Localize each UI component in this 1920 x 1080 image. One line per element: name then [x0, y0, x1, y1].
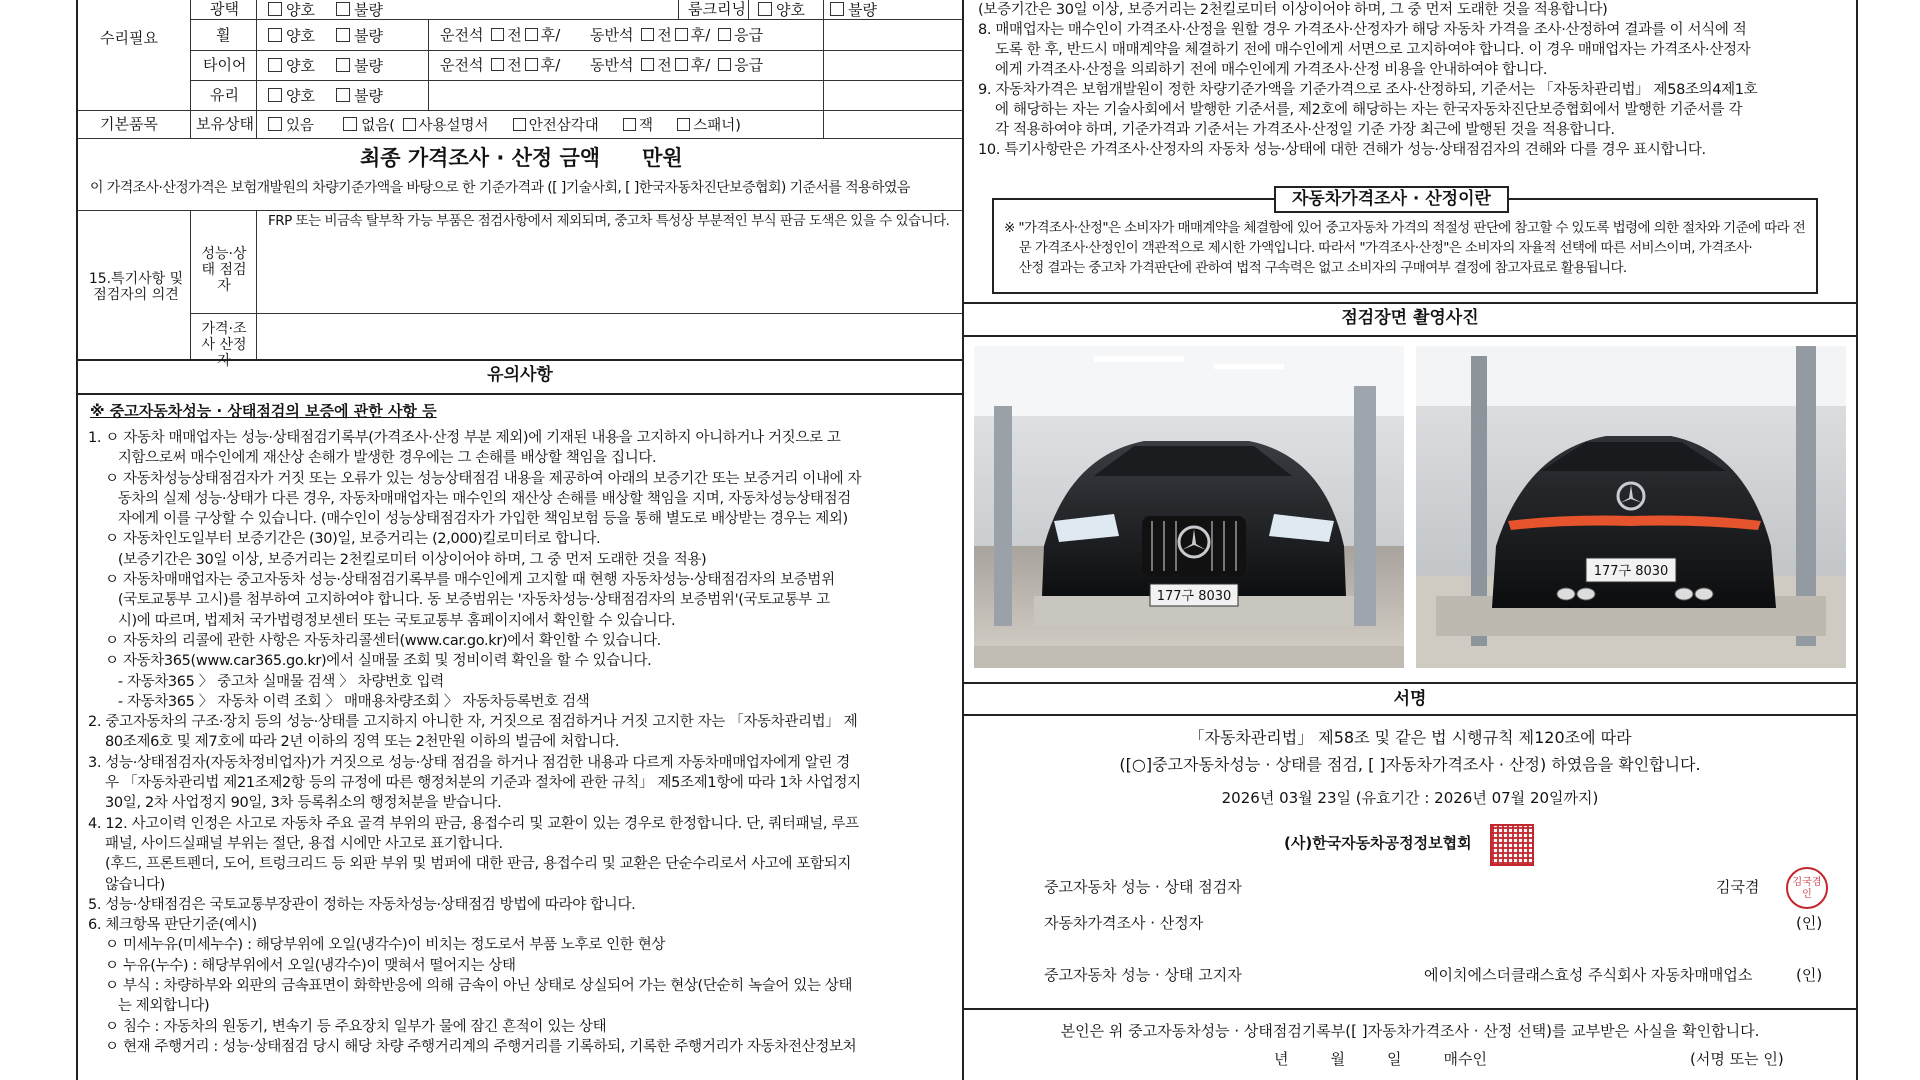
- col-divider: [678, 0, 679, 19]
- checkbox[interactable]: [268, 28, 282, 42]
- inspector-seal: 김국겸인: [1786, 867, 1828, 909]
- glass-bad[interactable]: 불량: [336, 88, 383, 104]
- date-line: 2026년 03월 23일 (유효기간 : 2026년 07월 20일까지): [1221, 789, 1599, 807]
- perf-inspector-note: FRP 또는 비금속 탈부착 가능 부품은 점검사항에서 제외되며, 중고차 특성상 부분적인 부식 판금 도색은 있을 수 있습니다.: [268, 213, 950, 229]
- price-explain-line: 문 가격조사·산정인이 객관적으로 제시한 가액입니다. 따라서 "가격조사·산정"은 소비자의 자율적 선택에 따른 서비스이며, 가격조사·: [1004, 240, 1753, 256]
- car-rear-photo: [1416, 346, 1846, 668]
- caution-note-line: 패널, 사이드실패널 부위는 절단, 용접 시에만 사고로 표기합니다.: [88, 835, 503, 852]
- section-divider: [78, 393, 962, 395]
- caution-notes: [88, 428, 952, 1057]
- caution-note-line: 80조제6호 및 제7호에 따라 2년 이하의 징역 또는 2천만원 이하의 벌금에 처합니다.: [88, 734, 620, 751]
- checkbox[interactable]: [343, 117, 357, 131]
- right-note-line: 9. 자동차가격은 보험개발원이 정한 차량기준가액을 기준가격으로 조사·산정하되, 기준서는 「자동차관리법」 제58조의4제1호: [978, 82, 1758, 98]
- col-divider: [428, 19, 429, 110]
- checkbox[interactable]: [491, 58, 504, 71]
- caution-note-line: 지함으로써 매수인에게 재산상 손해가 발생한 경우에는 그 손해를 배상할 책임을 집니다.: [88, 450, 657, 467]
- inspector-role: 중고자동차 성능 · 상태 점검자: [1044, 878, 1242, 896]
- notifier-role: 중고자동차 성능 · 상태 고지자: [1044, 966, 1242, 984]
- checkbox[interactable]: [675, 58, 688, 71]
- caution-note-line: ㅇ 현재 주행거리 : 성능·상태점검 당시 해당 차량 주행거리계의 주행거리를 기록하되, 기록한 주행거리가 자동차전산정보처: [88, 1038, 857, 1055]
- row-divider: [190, 50, 962, 51]
- checkbox[interactable]: [641, 58, 654, 71]
- checkbox[interactable]: [525, 58, 538, 71]
- row-divider: [78, 210, 962, 211]
- section-divider: [964, 1008, 1856, 1010]
- right-note-line: 에 해당하는 자는 기술사회에서 발행한 기준서를, 제2호에 해당하는 자는 한국자동차진단보증협회에서 발행한 기준서를 각: [978, 102, 1743, 118]
- row-label-tire: 타이어: [203, 56, 247, 74]
- caution-note-line: (보증기간은 30일 이상, 보증거리는 2천킬로미터 이상이어야 하며, 그 중 먼저 도래한 것을 적용): [88, 551, 707, 568]
- checkbox[interactable]: [641, 28, 654, 41]
- right-note-line: (보증기간은 30일 이상, 보증거리는 2천킬로미터 이상이어야 하며, 그 중 먼저 도래한 것을 적용합니다): [978, 2, 1608, 18]
- caution-note-line: 4. 12. 사고이력 인정은 사고로 자동차 주요 골격 부위의 판금, 용접수리 및 교환이 있는 경우로 한정합니다. 단, 쿼터패널, 루프: [88, 815, 859, 832]
- row-divider: [78, 110, 962, 111]
- checkbox[interactable]: [336, 58, 350, 72]
- caution-note-line: ㅇ 미세누유(미세누수) : 해당부위에 오일(냉각수)이 비치는 정도로서 부품 노후로 인한 현상: [88, 937, 666, 954]
- checkbox[interactable]: [718, 58, 731, 71]
- caution-note-line: ㅇ 누유(누수) : 해당부위에서 오일(냉각수)이 맺혀서 떨어지는 상태: [88, 957, 516, 974]
- price-explain-text: [1004, 218, 1805, 278]
- caution-note-line: ㅇ 자동차365(www.car365.go.kr)에서 실매물 조회 및 정비이력 확인을 할 수 있습니다.: [88, 653, 652, 670]
- tire-driver-side: 운전석 전 후/: [440, 56, 561, 74]
- checkbox[interactable]: [403, 118, 416, 131]
- caution-title: 유의사항: [487, 365, 553, 385]
- inspector-name: 김국겸: [1716, 878, 1760, 896]
- confirm-line: ([○]중고자동차성능 · 상태를 점검, [ ]자동차가격조사 · 산정) 하였음을 확인합니다.: [1119, 755, 1701, 774]
- glass-good[interactable]: 양호: [268, 88, 315, 104]
- wheel-passenger-side: 동반석 전 후/ 응급: [590, 26, 764, 44]
- plate-front: 177구 8030: [1156, 589, 1232, 604]
- checkbox[interactable]: [718, 28, 731, 41]
- repair-needed-label: 수리필요: [100, 29, 158, 47]
- wheel-bad[interactable]: 불량: [336, 28, 383, 44]
- section-divider: [964, 335, 1856, 337]
- col-divider: [256, 0, 257, 138]
- wheel-driver-side: 운전석 전 후/: [440, 26, 561, 44]
- warranty-title: ※ 중고자동차성능 · 상태점검의 보증에 관한 사항 등: [90, 402, 437, 420]
- checkbox[interactable]: [513, 118, 526, 131]
- caution-note-line: (후드, 프론트펜더, 도어, 트렁크리드 등 외판 부위 및 범퍼에 대한 판금, 용접수리 및 교환은 단순수리로서 사고에 포함되지: [88, 856, 852, 873]
- gloss-bad[interactable]: 불량: [336, 2, 383, 18]
- caution-note-line: 2. 중고자동차의 구조·장치 등의 성능·상태를 고지하지 아니한 자, 거짓으로 점검하거나 거짓 고지한 자는 「자동차관리법」 제: [88, 714, 858, 731]
- checkbox[interactable]: [336, 28, 350, 42]
- row-label-glass: 유리: [210, 86, 239, 104]
- possession-label: 보유상태: [196, 115, 254, 133]
- basic-items-options: 있음 없음( 사용설명서 안전삼각대 잭 스패너): [268, 117, 741, 134]
- left-page: [76, 0, 964, 1080]
- section-divider: [964, 302, 1856, 304]
- sign-or-seal: (서명 또는 인): [1690, 1050, 1784, 1068]
- caution-note-line: ㅇ 부식 : 차량하부와 외판의 금속표면이 화학반응에 의해 금속이 아닌 상태로 상실되어 가는 현상(단순히 녹슬어 있는 상태: [88, 978, 853, 995]
- checkbox[interactable]: [336, 2, 350, 16]
- col-divider: [823, 0, 824, 138]
- caution-note-line: - 자동차365 〉 자동차 이력 조회 〉 매매용차량조회 〉 자동차등록번호 검색: [88, 693, 590, 710]
- tire-bad[interactable]: 불량: [336, 58, 383, 74]
- price-inspector-label: 가격·조사 산정자: [201, 321, 247, 369]
- checkbox[interactable]: [268, 117, 282, 131]
- signature-title: 서명: [1393, 689, 1427, 709]
- right-page: [964, 0, 1858, 1080]
- perf-inspector-label: 성능·상태 점검자: [201, 246, 247, 294]
- checkbox[interactable]: [336, 88, 350, 102]
- association-stamp: [1490, 824, 1534, 866]
- caution-note-line: 동차의 실제 성능·상태가 다른 경우, 자동차매매업자는 매수인의 재산상 손해를 배상할 책임을 지며, 자동차성능상태점검: [88, 490, 851, 507]
- section-divider: [964, 714, 1856, 716]
- caution-note-line: 않습니다): [88, 876, 165, 893]
- room-good[interactable]: 양호: [758, 2, 805, 18]
- special-notes-label: 15.특기사항 및 점검자의 의견: [88, 271, 184, 303]
- receipt-line: 본인은 위 중고자동차성능 · 상태점검기록부([ ]자동차가격조사 · 산정 선택)를 교부받은 사실을 확인합니다.: [1060, 1022, 1760, 1040]
- col-divider: [256, 210, 257, 359]
- caution-note-line: 시)에 따르며, 법제처 국가법령정보센터 또는 국토교통부 홈페이지에서 확인할 수 있습니다.: [88, 612, 676, 629]
- right-notes: [978, 0, 1757, 160]
- tire-good[interactable]: 양호: [268, 58, 315, 74]
- checkbox[interactable]: [268, 88, 282, 102]
- gloss-good[interactable]: 양호: [268, 2, 315, 18]
- price-explain-line: ※ "가격조사·산정"은 소비자가 매매계약을 체결함에 있어 중고자동차 가격의 적절성 판단에 참고할 수 있도록 법령에 의한 절차와 기준에 따라 전: [1004, 220, 1806, 236]
- caution-note-line: 30일, 2차 사업정지 90일, 3차 등록취소의 행정처분을 받습니다.: [88, 795, 502, 812]
- caution-note-line: 1. ㅇ 자동차 매매업자는 성능·상태점검기록부(가격조사·산정 부분 제외)에 기재된 내용을 고지하지 아니하거나 거짓으로 고: [88, 430, 841, 446]
- price-standard-text: 이 가격조사·산정가격은 보험개발원의 차량기준가액을 바탕으로 한 기준가격과 ([ ]기술사회, [ ]한국자동차진단보증협회) 기준서를 적용하였음: [90, 180, 910, 196]
- checkbox[interactable]: [758, 2, 772, 16]
- caution-note-line: 3. 성능·상태점검자(자동차정비업자)가 거짓으로 성능·상태 점검을 하거나 점검한 내용과 다르게 자동차매매업자에게 알린 경: [88, 754, 850, 771]
- row-divider: [190, 19, 962, 20]
- row-divider: [78, 138, 962, 139]
- inspection-photo-rear: [1416, 346, 1846, 668]
- col-divider: [748, 0, 749, 19]
- association-name: (사)한국자동차공정정보협회: [1284, 834, 1472, 852]
- right-note-line: 도록 한 후, 반드시 매매계약을 체결하기 전에 매수인에게 서면으로 고지하여야 합니다. 이 경우 매매업자는 가격조사·산정자: [978, 42, 1751, 58]
- photo-title: 점검장면 촬영사진: [1341, 308, 1479, 328]
- right-note-line: 에게 가격조사·산정을 의뢰하기 전에 매수인에게 가격조사·산정 비용을 안내하여야 합니다.: [978, 62, 1548, 78]
- tire-passenger-side: 동반석 전 후/ 응급: [590, 56, 764, 74]
- price-explain-line: 산정 결과는 중고차 가격판단에 관하여 법적 구속력은 없고 소비자의 구매여부 결정에 참고자료로 활용됩니다.: [1004, 260, 1627, 276]
- checkbox[interactable]: [623, 118, 636, 131]
- right-note-line: 각 적용하여야 하며, 기준가격과 기준서는 가격조사·산정일 기준 가장 최근에 발행된 것을 적용합니다.: [978, 122, 1615, 138]
- law-line: 「자동차관리법」 제58조 및 같은 법 시행규칙 제120조에 따라: [1188, 728, 1632, 747]
- caution-note-line: ㅇ 자동차의 리콜에 관한 사항은 자동차리콜센터(www.car.go.kr)에서 확인할 수 있습니다.: [88, 632, 661, 649]
- caution-note-line: ㅇ 자동차인도일부터 보증기간은 (30)일, 보증거리는 (2,000)킬로미터로 합니다.: [88, 531, 601, 548]
- row-label-gloss: 광택: [210, 0, 239, 18]
- checkbox[interactable]: [268, 58, 282, 72]
- caution-note-line: 5. 성능·상태점검은 국토교통부장관이 정하는 자동차성능·상태점검 방법에 따라야 합니다.: [88, 896, 636, 913]
- checkbox[interactable]: [525, 28, 538, 41]
- notifier-seal-mark: (인): [1796, 966, 1823, 984]
- caution-note-line: (국토교통부 고시)를 첨부하여 고지하여야 합니다. 동 보증범위는 '자동차성능·상태점검자의 보증범위'(국토교통부 고: [88, 592, 830, 609]
- row-divider: [190, 80, 962, 81]
- caution-note-line: 자에게 이를 구상할 수 있습니다. (매수인이 성능상태점검자가 가입한 책임보험 등을 통해 별도로 배상받는 경우는 제외): [88, 511, 848, 528]
- caution-note-line: 우 「자동차관리법 제21조제2항 등의 규정에 따른 행정처분의 기준과 절차에 관한 규칙」 제5조제1항에 따라 1차 사업정지: [88, 775, 861, 792]
- checkbox[interactable]: [830, 2, 844, 16]
- checkbox[interactable]: [491, 28, 504, 41]
- receipt-date: 년 월 일 매수인: [1274, 1050, 1487, 1068]
- plate-rear: 177구 8030: [1593, 564, 1669, 579]
- right-note-line: 10. 특기사항란은 가격조사·산정자의 자동차 성능·상태에 대한 견해가 성능·상태점검자의 견해와 다를 경우 표시합니다.: [978, 142, 1706, 158]
- caution-note-line: 6. 체크항목 판단기준(예시): [88, 917, 257, 934]
- row-divider: [190, 313, 962, 314]
- caution-note-line: - 자동차365 〉 중고차 실매물 검색 〉 차량번호 입력: [88, 673, 444, 690]
- price-seal-mark: (인): [1796, 914, 1823, 932]
- wheel-good[interactable]: 양호: [268, 28, 315, 44]
- room-cleaning-label: 룸크리닝: [688, 0, 746, 18]
- col-divider: [190, 210, 191, 359]
- price-role: 자동차가격조사 · 산정자: [1044, 914, 1204, 932]
- car-front-photo: [974, 346, 1404, 668]
- room-bad[interactable]: 불량: [830, 2, 877, 18]
- price-explain-title: 자동차가격조사 · 산정이란: [1274, 186, 1509, 213]
- row-label-wheel: 휠: [216, 26, 231, 44]
- caution-note-line: ㅇ 침수 : 자동차의 원동기, 변속기 등 주요장치 일부가 물에 잠긴 흔적이 있는 상태: [88, 1018, 607, 1035]
- col-divider: [190, 0, 191, 138]
- caution-note-line: ㅇ 자동차성능상태점검자가 거짓 또는 오류가 있는 성능상태점검 내용을 제공하여 아래의 보증기간 또는 보증거리 이내에 자: [88, 470, 862, 487]
- caution-note-line: ㅇ 자동차매매업자는 중고자동차 성능·상태점검기록부를 매수인에게 고지할 때 현행 자동차성능·상태점검자의 보증범위: [88, 572, 835, 589]
- basic-items-label: 기본품목: [100, 115, 158, 133]
- right-note-line: 8. 매매업자는 매수인이 가격조사·산정을 원할 경우 가격조사·산정자가 해당 자동차 가격을 조사·산정하여 결과를 이 서식에 적: [978, 22, 1747, 38]
- final-price-title: 최종 가격조사 · 산정 금액 만원: [360, 146, 683, 170]
- checkbox[interactable]: [677, 118, 690, 131]
- inspection-photo-front: [974, 346, 1404, 668]
- notifier-name: 에이치에스더클래스효성 주식회사 자동차매매업소: [1424, 966, 1753, 984]
- section-divider: [964, 682, 1856, 684]
- checkbox[interactable]: [675, 28, 688, 41]
- checkbox[interactable]: [268, 2, 282, 16]
- caution-note-line: 는 제외합니다): [88, 998, 210, 1015]
